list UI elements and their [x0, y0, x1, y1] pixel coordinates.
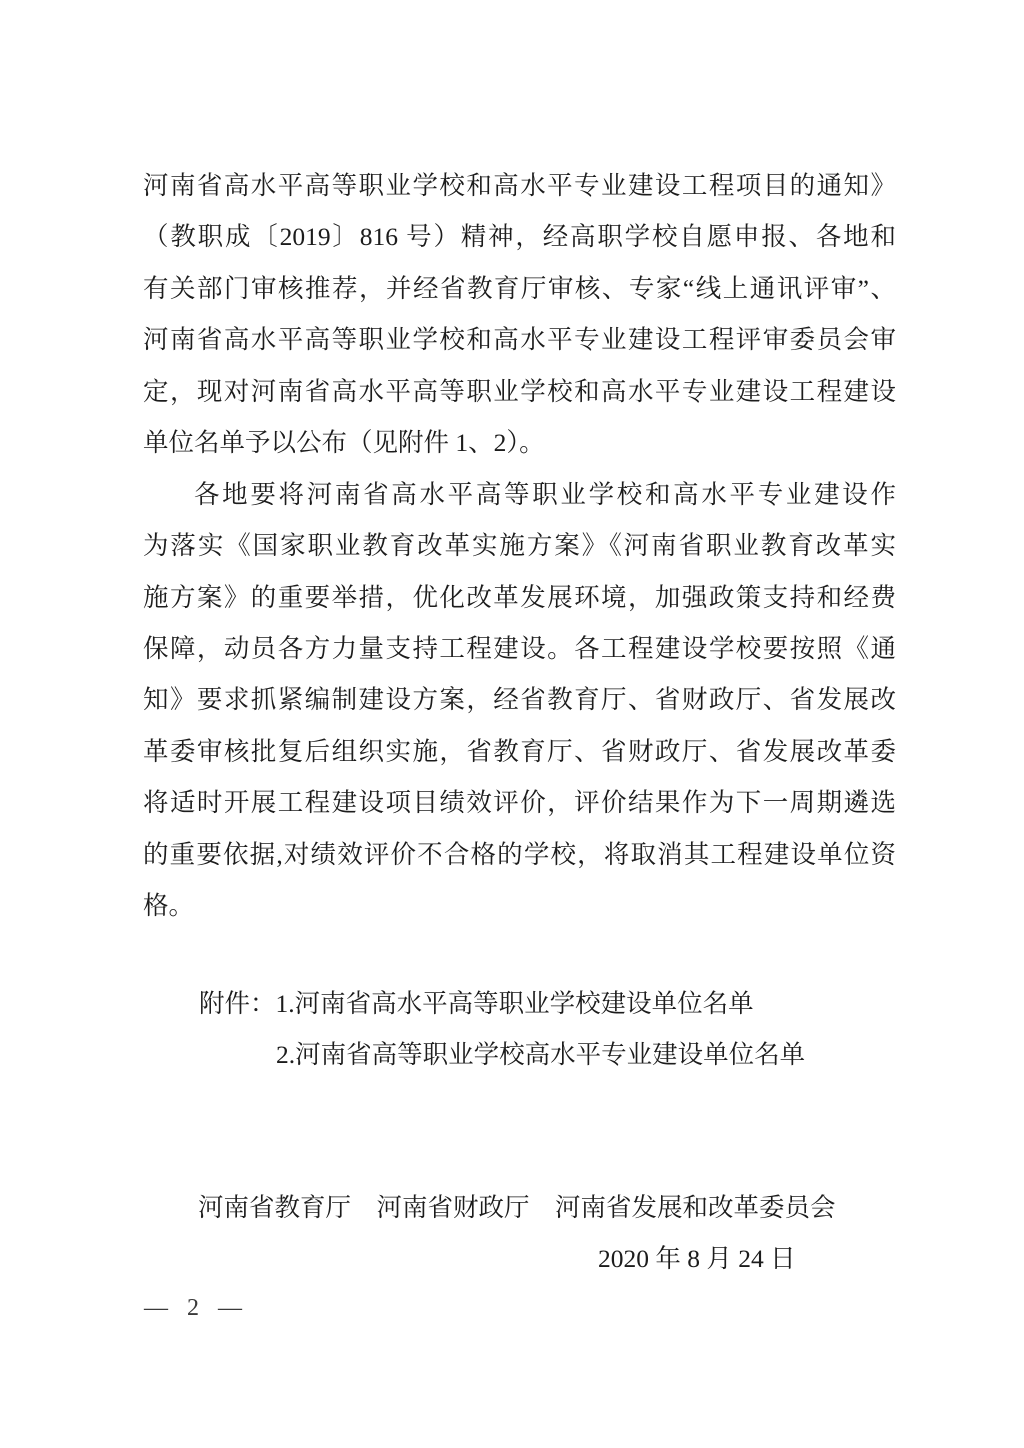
body-line: （教职成〔2019〕816 号）精神，经高职学校自愿申报、各地和 — [143, 222, 896, 252]
body-line: 将适时开展工程建设项目绩效评价，评价结果作为下一周期遴选 — [143, 788, 896, 818]
body-line: 格。 — [143, 891, 195, 921]
body-line: 知》要求抓紧编制建设方案，经省教育厅、省财政厅、省发展改 — [143, 685, 896, 715]
body-line: 革委审核批复后组织实施，省教育厅、省财政厅、省发展改革委 — [143, 736, 896, 766]
body-line: 为落实《国家职业教育改革实施方案》《河南省职业教育改革实 — [143, 531, 896, 561]
body-line: 各地要将河南省高水平高等职业学校和高水平专业建设作 — [194, 479, 896, 509]
attachment-list — [143, 978, 896, 1081]
body-line: 定，现对河南省高水平高等职业学校和高水平专业建设工程建设 — [143, 376, 896, 406]
body-line: 的重要依据,对绩效评价不合格的学校，将取消其工程建设单位资 — [143, 839, 896, 869]
attachment-item: 2.河南省高等职业学校高水平专业建设单位名单 — [276, 1040, 806, 1070]
document-body — [143, 160, 896, 932]
body-line: 施方案》的重要举措，优化改革发展环境，加强政策支持和经费 — [143, 582, 896, 612]
body-line: 河南省高水平高等职业学校和高水平专业建设工程评审委员会审 — [143, 325, 896, 355]
body-line: 有关部门审核推荐，并经省教育厅审核、专家“线上通讯评审”、 — [143, 273, 896, 303]
signature-block — [143, 1182, 896, 1285]
body-line: 河南省高水平高等职业学校和高水平专业建设工程项目的通知》 — [143, 171, 896, 200]
page-number: — 2 — — [144, 1295, 245, 1321]
body-line: 保障，动员各方力量支持工程建设。各工程建设学校要按照《通 — [143, 633, 896, 663]
attachment-item: 附件：1.河南省高水平高等职业学校建设单位名单 — [199, 989, 754, 1018]
body-line: 单位名单予以公布（见附件 1、2）。 — [143, 428, 545, 458]
issue-date: 2020 年 8 月 24 日 — [598, 1244, 796, 1274]
issuing-agencies: 河南省教育厅 河南省财政厅 河南省发展和改革委员会 — [198, 1193, 836, 1222]
